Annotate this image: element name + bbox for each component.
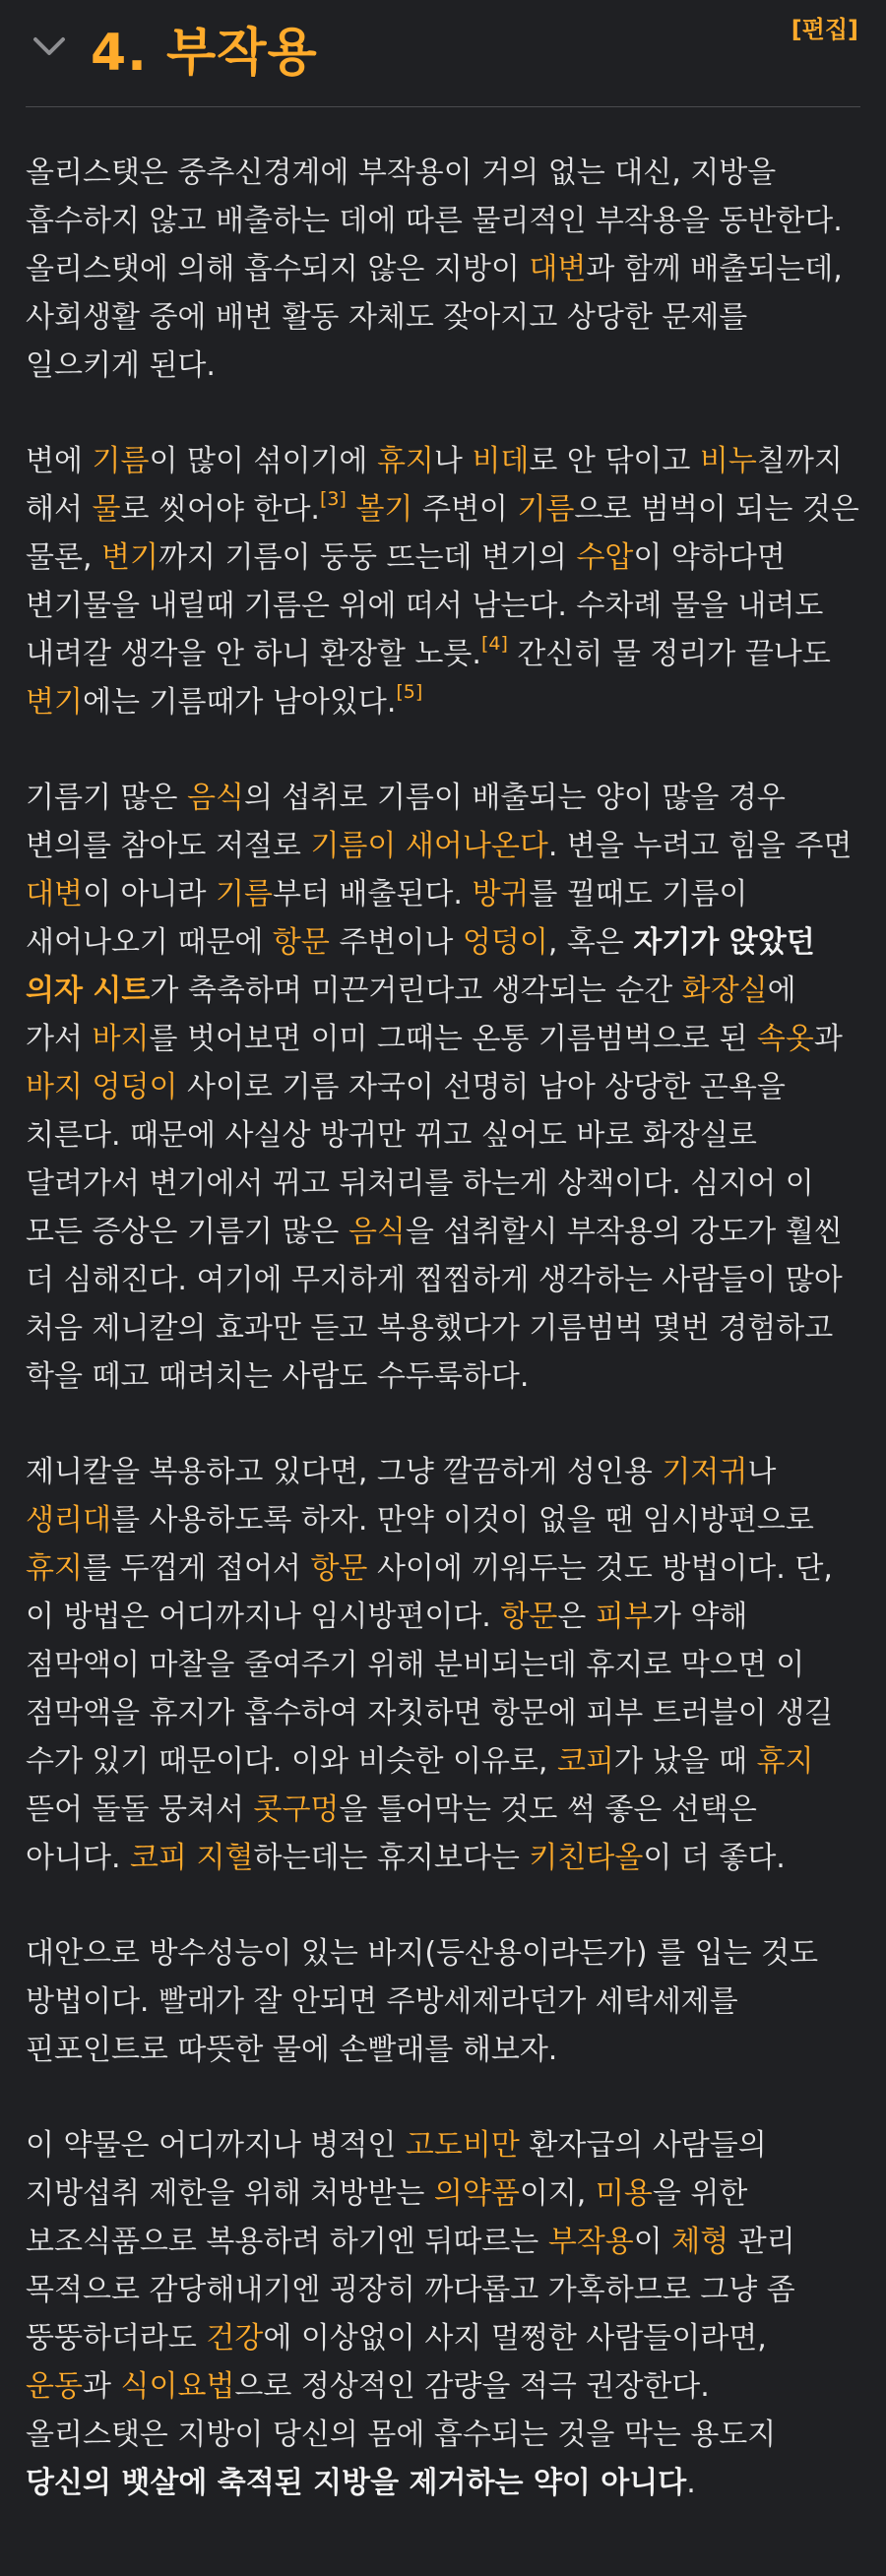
text-run: 에 이상없이 사지 멀쩡한 사람들이라면, [263, 2321, 767, 2356]
wiki-link[interactable]: 항문 [310, 1551, 368, 1586]
text-run: 를 사용하도록 하자. 만약 이것이 없을 땐 임시방편으로 [110, 1503, 814, 1538]
article-content [0, 107, 886, 2507]
wiki-link[interactable]: 기름 [92, 444, 150, 478]
wiki-link[interactable]: 의약품 [433, 2176, 520, 2211]
text-run: 을 섭취할시 부작용의 강도가 훨씬 더 심해진다. 여기에 무지하게 찝찝하게 생각하는 사람들이 많아 처음 제니칼의 효과만 듣고 복용했다가 기름범벅 몇번 경험하고 학을 떼고 때려치는 사람도 수두룩하다. [26, 1215, 843, 1394]
wiki-link[interactable]: 대변 [26, 877, 83, 911]
wiki-link[interactable]: 체형 [671, 2225, 729, 2259]
paragraph [26, 437, 860, 726]
wiki-link[interactable]: 비데 [472, 444, 530, 478]
text-run: 과 [82, 2369, 121, 2404]
text-run: 관리 목적으로 감당해내기엔 굉장히 까다롭고 가혹하므로 그냥 좀 뚱뚱하더라도 [26, 2225, 795, 2356]
footnote-link[interactable]: [3] [319, 488, 347, 510]
text-run: 에는 기름때가 남아있다. [82, 685, 397, 720]
wiki-link[interactable]: 변기 [101, 540, 159, 575]
text-run: 나 [433, 444, 473, 478]
wiki-link[interactable]: 볼기 [355, 492, 413, 527]
text-run: 나 [747, 1455, 777, 1489]
wiki-link[interactable]: 고도비만 [405, 2128, 520, 2163]
text-run: 하는데는 휴지보다는 [253, 1841, 530, 1875]
wiki-link[interactable]: 휴지 [376, 444, 434, 478]
text-run: 과 함께 배출되는데, 사회생활 중에 배변 활동 자체도 잦아지고 상당한 문제를 일으키게 된다. [26, 252, 843, 383]
wiki-link[interactable]: 건강 [206, 2321, 264, 2356]
text-run: 을 틀어막는 것도 썩 좋은 선택은 아니다. [26, 1792, 757, 1875]
wiki-link[interactable]: 생리대 [26, 1503, 111, 1538]
wiki-link[interactable]: 변기 [26, 685, 83, 720]
text-run: 로 안 닦이고 [529, 444, 700, 478]
wiki-link[interactable]: 기름 [215, 877, 273, 911]
wiki-link[interactable]: 물 [92, 492, 121, 527]
text-run: 의 섭취로 기름이 배출되는 양이 많을 경우 변의를 참아도 저절로 [26, 781, 786, 863]
section-header [26, 0, 860, 107]
text-run: 제니칼을 복용하고 있다면, 그냥 깔끔하게 성인용 [26, 1455, 663, 1489]
text-run: 부터 배출된다. [272, 877, 473, 911]
text-run: 이 많이 섞이기에 [149, 444, 377, 478]
wiki-link[interactable]: 속옷 [756, 1022, 814, 1056]
text-run: 가 났을 때 [613, 1744, 757, 1779]
wiki-link[interactable]: 바지 [92, 1022, 150, 1056]
text-run: 에 가서 [26, 974, 796, 1056]
wiki-link[interactable]: 의자 시트 [26, 974, 151, 1008]
wiki-link[interactable]: 수압 [576, 540, 634, 575]
wiki-link[interactable]: 부작용 [547, 2225, 634, 2259]
text-run: 가 축축하며 미끈거린다고 생각되는 순간 [150, 974, 682, 1008]
text-run: 주변이나 [329, 925, 463, 960]
wiki-link[interactable]: 화장실 [681, 974, 768, 1008]
text-run: 을 위한 보조식품으로 복용하려 하기엔 뒤따르는 [26, 2176, 748, 2259]
text-run: 이 아니라 [82, 877, 216, 911]
wiki-link[interactable]: 바지 엉덩이 [26, 1070, 178, 1104]
wiki-link[interactable]: 엉덩이 [462, 925, 548, 960]
text-run: 이 [633, 2225, 672, 2259]
text-run: 까지 기름이 둥둥 뜨는데 변기의 [158, 540, 577, 575]
text-run: 간신히 물 정리가 끝나도 [507, 637, 831, 671]
wiki-link[interactable]: 미용 [595, 2176, 653, 2211]
text-run: 가 약해 점막액이 마찰을 줄여주기 위해 분비되는데 휴지로 막으면 이 점막액을 휴지가 흡수하여 자칫하면 항문에 피부 트러블이 생길 수가 있기 때문이다. 이와 비슷한 이유로, [26, 1600, 834, 1779]
text-run: 사이로 기름 자국이 선명히 남아 상당한 곤욕을 치른다. 때문에 사실상 방귀만 뀌고 싶어도 바로 화장실로 달려가서 변기에서 뀌고 뒤처리를 하는게 상책이다. 심지어 이 모든 증상은 기름기 많은 [26, 1070, 814, 1249]
wiki-link[interactable]: 기름이 새어나온다 [310, 829, 548, 863]
chevron-down-icon[interactable] [30, 28, 69, 67]
paragraph [26, 774, 860, 1401]
wiki-link[interactable]: 대변 [529, 252, 587, 286]
text-run: 과 [813, 1022, 843, 1056]
wiki-link[interactable]: 키친타올 [529, 1841, 644, 1875]
text-run: . [686, 2466, 696, 2500]
wiki-link[interactable]: 코피 지혈 [130, 1841, 254, 1875]
wiki-link[interactable]: 방귀 [472, 877, 530, 911]
wiki-link[interactable]: 항문 [500, 1600, 558, 1634]
text-run: 로 씻어야 한다. [120, 492, 320, 527]
wiki-link[interactable]: 코피 [556, 1744, 614, 1779]
wiki-link[interactable]: 음식 [348, 1215, 406, 1249]
wiki-link[interactable]: 항문 [272, 925, 330, 960]
wiki-link[interactable]: 식이요법 [120, 2369, 235, 2404]
text-run: 으로 범벅이 되는 것은 물론, [26, 492, 859, 575]
text-run: 올리스탯은 중추신경계에 부작용이 거의 없는 대신, 지방을 흡수하지 않고 배출하는 데에 따른 물리적인 부작용을 동반한다. 올리스탯에 의해 흡수되지 않은 지방이 [26, 156, 843, 286]
paragraph [26, 149, 860, 390]
wiki-link[interactable]: 휴지 [756, 1744, 814, 1779]
footnote-link[interactable]: [5] [396, 681, 423, 703]
text-run: 를 두껍게 접어서 [82, 1551, 311, 1586]
text-run: 기름기 많은 [26, 781, 187, 815]
text-run: 를 뀔때도 기름이 새어나오기 때문에 [26, 877, 748, 960]
text-run: 뜯어 돌돌 뭉쳐서 [26, 1792, 254, 1827]
text-run: 칠까지 해서 [26, 444, 843, 527]
section-title: 4. 부작용 [91, 24, 318, 83]
text-run: 대안으로 방수성능이 있는 바지(등산용이라든가) 를 입는 것도 방법이다. 빨래가 잘 안되면 주방세제라던가 세탁세제를 핀포인트로 따뜻한 물에 손빨래를 해보자. [26, 1936, 819, 2067]
text-run: 환자급의 사람들의 지방섭취 제한을 위해 처방받는 [26, 2128, 767, 2211]
bold-text: 당신의 뱃살에 축적된 지방을 제거하는 약이 아니다 [26, 2466, 687, 2500]
edit-link[interactable]: [편집] [791, 16, 858, 43]
text-run: 를 벗어보면 이미 그때는 온통 기름범벅으로 된 [149, 1022, 757, 1056]
wiki-link[interactable]: 기저귀 [662, 1455, 748, 1489]
wiki-link[interactable]: 휴지 [26, 1551, 83, 1586]
wiki-link[interactable]: 비누 [699, 444, 757, 478]
wiki-link[interactable]: 음식 [186, 781, 244, 815]
wiki-link[interactable]: 운동 [26, 2369, 83, 2404]
text-run: 이지, [519, 2176, 596, 2211]
footnote-link[interactable]: [4] [480, 633, 508, 655]
wiki-link[interactable]: 기름 [517, 492, 575, 527]
text-run: . 변을 누려고 힘을 주면 [547, 829, 853, 863]
text-run: 사이에 끼워두는 것도 방법이다. 단, 이 방법은 어디까지나 임시방편이다. [26, 1551, 833, 1634]
bold-text: 자기가 앉았던 [633, 925, 815, 960]
text-run: , 혹은 [547, 925, 634, 960]
text-run: 으로 정상적인 감량을 적극 권장한다. 올리스탯은 지방이 당신의 몸에 흡수되는 것을 막는 용도지 [26, 2369, 777, 2452]
paragraph [26, 2121, 860, 2507]
text-run: 은 [557, 1600, 596, 1634]
text-run: 이 더 좋다. [643, 1841, 786, 1875]
text-run: 변에 [26, 444, 93, 478]
paragraph [26, 1448, 860, 1882]
text-run: 이 약하다면 변기물을 내릴때 기름은 위에 떠서 남는다. 수차례 물을 내려도 내려갈 생각을 안 하니 환장할 노릇. [26, 540, 824, 671]
wiki-link[interactable]: 피부 [595, 1600, 653, 1634]
text-run: 이 약물은 어디까지나 병적인 [26, 2128, 406, 2163]
paragraph [26, 1929, 860, 2074]
text-run: 주변이 [412, 492, 518, 527]
wiki-link[interactable]: 콧구멍 [253, 1792, 340, 1827]
